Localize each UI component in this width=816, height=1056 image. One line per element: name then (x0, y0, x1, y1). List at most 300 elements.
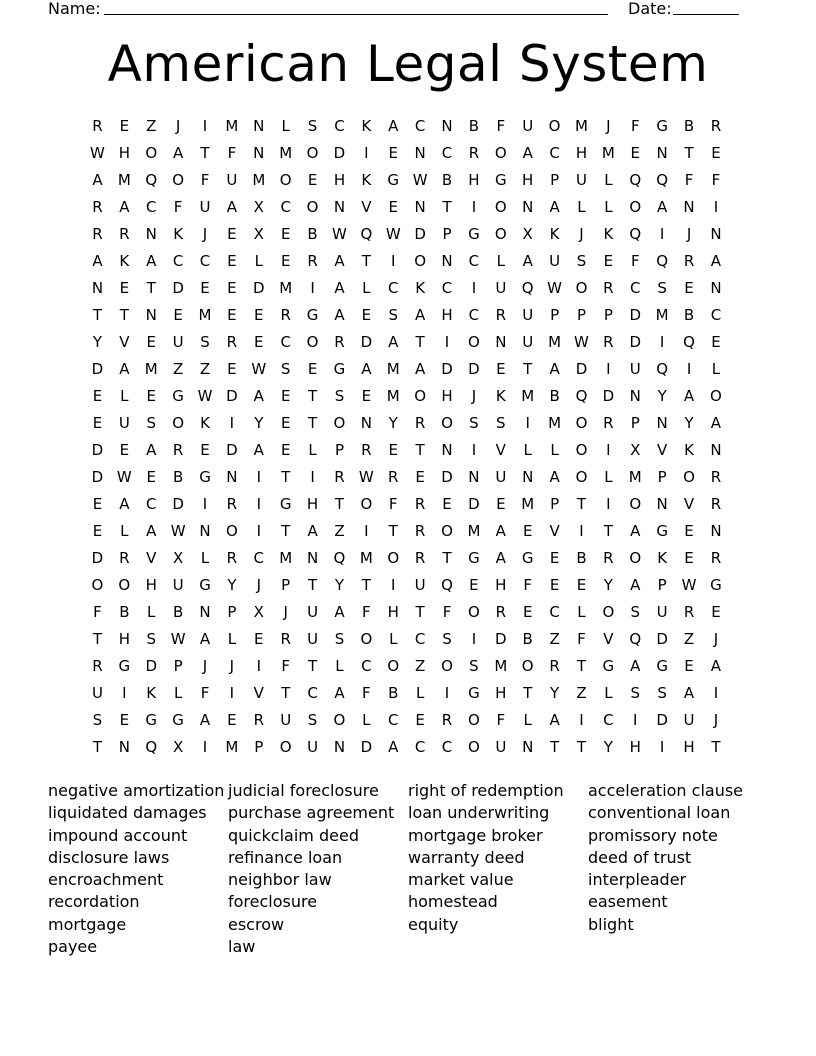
grid-letter: Q (521, 279, 534, 297)
grid-letter: E (549, 549, 560, 567)
grid-letter: E (388, 198, 398, 216)
grid-letter: E (119, 441, 130, 459)
grid-letter: R (92, 198, 103, 216)
word-bank (48, 780, 808, 958)
grid-letter: O (172, 171, 185, 189)
grid-letter: E (227, 279, 237, 297)
grid-letter: L (281, 117, 290, 135)
grid-letter: D (172, 279, 184, 297)
grid-letter: D (333, 144, 346, 162)
grid-letter: W (251, 360, 267, 378)
grid-letter: L (362, 711, 371, 729)
word-bank-item: mortgage (48, 914, 127, 934)
grid-letter: O (602, 603, 615, 621)
grid-letter: O (306, 198, 319, 216)
grid-letter: W (170, 522, 186, 540)
grid-letter: Y (550, 684, 560, 702)
grid-letter: T (388, 522, 398, 540)
grid-letter: I (122, 684, 127, 702)
grid-letter: R (280, 306, 291, 324)
grid-letter: D (172, 495, 184, 513)
grid-letter: N (710, 441, 722, 459)
grid-letter: Z (549, 630, 560, 648)
grid-letter: B (119, 603, 130, 621)
grid-letter: C (361, 657, 372, 675)
grid-letter: T (442, 198, 452, 216)
grid-letter: N (360, 414, 372, 432)
grid-letter: Q (629, 630, 642, 648)
grid-letter: C (145, 495, 157, 513)
word-bank-item: foreclosure (228, 892, 318, 912)
grid-letter: I (310, 279, 315, 297)
grid-letter: A (199, 711, 211, 729)
grid-letter: N (710, 522, 722, 540)
grid-letter: Q (656, 171, 669, 189)
grid-letter: V (603, 630, 614, 648)
grid-letter: E (92, 495, 103, 513)
grid-letter: H (306, 495, 319, 513)
word-bank-item: easement (588, 892, 668, 912)
grid-letter: Q (656, 360, 669, 378)
grid-letter: I (471, 441, 477, 459)
grid-letter: L (415, 684, 425, 702)
grid-letter: C (603, 711, 614, 729)
grid-letter: U (199, 198, 211, 216)
grid-letter: L (389, 630, 398, 648)
grid-letter: B (468, 117, 480, 135)
grid-letter: A (549, 468, 560, 486)
grid-letter: M (548, 333, 562, 351)
grid-letter: J (175, 117, 181, 135)
grid-letter: A (361, 360, 372, 378)
grid-letter: R (495, 306, 507, 324)
grid-letter: U (683, 711, 695, 729)
grid-letter: I (444, 333, 450, 351)
grid-letter: F (496, 711, 506, 729)
grid-letter: O (494, 225, 507, 243)
grid-letter: A (388, 117, 399, 135)
name-label: Name: (48, 0, 101, 18)
grid-letter: K (415, 279, 426, 297)
grid-letter: H (683, 738, 695, 756)
grid-letter: P (550, 171, 560, 189)
grid-letter: N (306, 549, 319, 567)
grid-row (84, 248, 729, 275)
grid-letter: I (202, 738, 208, 756)
grid-letter: R (119, 225, 130, 243)
grid-letter: R (710, 549, 722, 567)
grid-letter: X (253, 198, 264, 216)
word-bank-item: equity (408, 914, 459, 934)
grid-letter: H (495, 684, 507, 702)
grid-letter: I (713, 684, 719, 702)
grid-letter: N (253, 117, 265, 135)
grid-letter: E (92, 414, 103, 432)
grid-letter: E (307, 360, 318, 378)
grid-letter: I (256, 657, 261, 675)
grid-letter: I (471, 279, 477, 297)
grid-letter: A (334, 603, 345, 621)
grid-letter: E (92, 522, 103, 540)
grid-letter: I (202, 495, 208, 513)
grid-letter: E (711, 144, 721, 162)
grid-letter: U (91, 684, 103, 702)
grid-letter: O (414, 387, 427, 405)
grid-letter: R (414, 549, 426, 567)
grid-letter: W (170, 630, 186, 648)
grid-letter: O (441, 522, 453, 540)
grid-letter: X (253, 225, 264, 243)
grid-letter: M (144, 360, 158, 378)
grid-letter: T (281, 522, 291, 540)
grid-letter: H (441, 306, 453, 324)
grid-letter: P (603, 306, 613, 324)
grid-letter: C (280, 333, 291, 351)
grid-letter: T (119, 306, 129, 324)
grid-letter: E (119, 117, 130, 135)
grid-letter: K (119, 252, 130, 270)
grid-letter: I (471, 630, 477, 648)
grid-letter: O (494, 198, 507, 216)
grid-letter: D (495, 630, 507, 648)
grid-letter: G (656, 522, 668, 540)
grid-letter: F (388, 495, 398, 513)
grid-letter: R (683, 252, 695, 270)
grid-letter: X (522, 225, 533, 243)
grid-letter: O (629, 198, 642, 216)
grid-letter: B (683, 306, 695, 324)
grid-letter: I (606, 441, 611, 459)
grid-letter: I (633, 711, 638, 729)
grid-letter: E (684, 657, 694, 675)
grid-letter: S (496, 414, 506, 432)
grid-letter: E (280, 252, 291, 270)
grid-letter: O (468, 711, 480, 729)
grid-letter: T (361, 252, 371, 270)
grid-letter: I (444, 684, 450, 702)
grid-letter: O (629, 549, 642, 567)
grid-letter: W (358, 468, 374, 486)
grid-letter: F (227, 144, 237, 162)
grid-letter: O (225, 522, 238, 540)
grid-letter: R (710, 117, 722, 135)
grid-letter: E (307, 171, 318, 189)
grid-letter: O (333, 711, 346, 729)
grid-letter: A (226, 198, 238, 216)
word-bank-item: judicial foreclosure (228, 781, 379, 800)
word-bank-item: negative amortization (48, 781, 225, 800)
grid-letter: A (630, 657, 641, 675)
grid-letter: H (387, 603, 399, 621)
grid-letter: T (415, 441, 425, 459)
grid-letter: E (254, 306, 264, 324)
grid-letter: K (495, 387, 506, 405)
grid-letter: O (441, 414, 453, 432)
word-bank-item: purchase agreement (228, 803, 395, 823)
grid-letter: M (601, 144, 615, 162)
grid-letter: J (579, 225, 584, 243)
grid-letter: R (253, 711, 264, 729)
grid-letter: D (91, 468, 104, 486)
grid-letter: T (200, 144, 210, 162)
grid-letter: R (226, 549, 238, 567)
grid-letter: G (521, 549, 534, 567)
grid-letter: A (495, 522, 506, 540)
grid-letter: O (575, 279, 588, 297)
grid-letter: S (576, 252, 587, 270)
grid-letter: D (656, 630, 668, 648)
grid-letter: C (414, 630, 426, 648)
grid-letter: M (198, 306, 212, 324)
grid-letter: N (441, 252, 453, 270)
grid-letter: P (334, 441, 344, 459)
word-bank-column (228, 780, 408, 958)
grid-letter: K (684, 441, 694, 459)
page-title: American Legal System (107, 35, 709, 93)
grid-letter: B (522, 630, 533, 648)
grid-row (84, 302, 729, 329)
grid-letter: M (225, 738, 239, 756)
grid-letter: T (92, 738, 103, 756)
grid-letter: S (307, 117, 318, 135)
word-bank-item: quickclaim deed (228, 825, 359, 845)
grid-letter: M (521, 387, 535, 405)
grid-letter: N (253, 144, 265, 162)
grid-letter: D (468, 495, 480, 513)
grid-letter: O (548, 117, 561, 135)
grid-letter: E (522, 522, 533, 540)
grid-letter: E (496, 360, 506, 378)
grid-letter: P (657, 468, 667, 486)
grid-letter: V (253, 684, 264, 702)
grid-letter: F (496, 117, 506, 135)
grid-letter: D (414, 225, 426, 243)
grid-row (84, 113, 729, 140)
grid-letter: R (307, 252, 318, 270)
grid-letter: L (604, 684, 613, 702)
grid-letter: A (146, 441, 157, 459)
grid-letter: M (386, 387, 400, 405)
grid-letter: Q (333, 549, 346, 567)
grid-letter: O (468, 333, 480, 351)
word-bank-item: refinance loan (228, 847, 343, 867)
grid-letter: G (145, 711, 158, 729)
grid-letter: Q (360, 225, 373, 243)
grid-letter: P (173, 657, 183, 675)
grid-letter: T (550, 738, 560, 756)
grid-letter: W (681, 576, 697, 594)
word-bank-item: escrow (228, 914, 285, 934)
name-field[interactable] (104, 14, 608, 15)
grid-letter: A (630, 522, 641, 540)
word-bank-column (408, 780, 588, 958)
grid-letter: N (522, 468, 534, 486)
grid-letter: U (118, 414, 130, 432)
grid-letter: G (333, 360, 346, 378)
grid-letter: A (657, 198, 668, 216)
grid-letter: Q (683, 333, 695, 351)
grid-letter: A (710, 252, 722, 270)
grid-letter: I (364, 522, 369, 540)
grid-letter: M (628, 468, 642, 486)
grid-letter: U (575, 171, 587, 189)
grid-letter: E (684, 279, 694, 297)
grid-letter: E (630, 144, 640, 162)
grid-letter: B (388, 684, 399, 702)
grid-letter: I (606, 360, 611, 378)
grid-letter: S (307, 711, 318, 729)
grid-letter: Z (199, 360, 211, 378)
word-bank-item: blight (588, 914, 634, 934)
grid-letter: B (576, 549, 587, 567)
grid-letter: I (256, 495, 261, 513)
grid-letter: R (495, 603, 507, 621)
grid-letter: T (307, 576, 318, 594)
grid-letter: F (173, 198, 183, 216)
grid-letter: U (629, 360, 641, 378)
grid-letter: T (523, 684, 533, 702)
grid-letter: C (441, 738, 453, 756)
grid-letter: W (90, 144, 105, 162)
grid-letter: M (494, 657, 508, 675)
grid-letter: L (120, 522, 129, 540)
grid-letter: O (333, 414, 346, 432)
grid-letter: C (468, 306, 480, 324)
word-bank-item: neighbor law (228, 870, 332, 890)
grid-letter: X (253, 603, 264, 621)
grid-row (84, 572, 729, 599)
grid-letter: U (522, 306, 534, 324)
grid-row (84, 194, 729, 221)
grid-letter: M (548, 414, 562, 432)
grid-letter: Y (92, 333, 103, 351)
grid-letter: B (441, 171, 453, 189)
grid-letter: N (522, 198, 534, 216)
word-bank-item: promissory note (588, 825, 718, 845)
grid-letter: Y (334, 576, 345, 594)
grid-letter: C (441, 279, 453, 297)
grid-letter: D (656, 711, 668, 729)
grid-letter: J (471, 387, 477, 405)
grid-letter: A (549, 711, 560, 729)
grid-letter: N (441, 441, 453, 459)
grid-letter: E (254, 333, 264, 351)
grid-letter: O (575, 414, 588, 432)
grid-letter: C (388, 279, 399, 297)
grid-letter: G (494, 171, 507, 189)
grid-letter: A (683, 684, 695, 702)
grid-letter: X (172, 549, 184, 567)
grid-letter: A (146, 252, 157, 270)
grid-letter: A (334, 252, 345, 270)
grid-letter: E (227, 360, 237, 378)
grid-letter: K (200, 414, 210, 432)
grid-letter: H (629, 738, 641, 756)
word-bank-item: impound account (48, 825, 188, 845)
grid-letter: R (603, 279, 614, 297)
grid-letter: I (256, 468, 261, 486)
grid-letter: E (280, 387, 291, 405)
grid-letter: R (388, 468, 399, 486)
grid-letter: I (391, 252, 396, 270)
grid-letter: S (146, 414, 156, 432)
grid-letter: A (119, 360, 130, 378)
grid-letter: O (468, 603, 480, 621)
grid-letter: E (146, 333, 156, 351)
grid-letter: F (200, 684, 210, 702)
grid-letter: T (576, 738, 587, 756)
date-field[interactable] (673, 14, 739, 15)
grid-letter: G (710, 576, 722, 594)
grid-letter: N (333, 198, 346, 216)
grid-letter: R (226, 495, 238, 513)
grid-letter: P (442, 225, 452, 243)
grid-letter: N (656, 144, 668, 162)
grid-letter: F (577, 630, 586, 648)
grid-letter: T (307, 387, 318, 405)
grid-letter: R (710, 495, 722, 513)
grid-row (84, 140, 729, 167)
word-bank-column (48, 780, 228, 958)
grid-letter: H (333, 171, 346, 189)
grid-letter: W (547, 279, 562, 297)
grid-letter: E (361, 306, 372, 324)
grid-letter: E (173, 306, 183, 324)
grid-letter: A (415, 360, 426, 378)
grid-letter: O (118, 576, 131, 594)
grid-letter: G (468, 684, 480, 702)
grid-letter: J (229, 657, 235, 675)
grid-letter: E (684, 522, 694, 540)
grid-letter: N (495, 333, 507, 351)
grid-letter: N (145, 225, 157, 243)
grid-letter: X (172, 738, 184, 756)
grid-letter: P (254, 738, 264, 756)
grid-letter: U (307, 603, 319, 621)
grid-letter: D (145, 657, 157, 675)
grid-row (84, 653, 729, 680)
grid-letter: C (468, 252, 480, 270)
grid-letter: A (522, 252, 533, 270)
grid-letter: E (200, 279, 210, 297)
grid-letter: U (280, 711, 292, 729)
grid-letter: L (523, 711, 532, 729)
grid-letter: R (280, 630, 291, 648)
grid-letter: D (253, 279, 265, 297)
grid-letter: G (199, 576, 211, 594)
grid-letter: O (360, 630, 373, 648)
grid-letter: O (91, 576, 104, 594)
grid-letter: O (441, 657, 453, 675)
grid-letter: G (656, 657, 668, 675)
grid-letter: U (226, 171, 238, 189)
grid-letter: M (225, 117, 239, 135)
grid-letter: I (579, 711, 584, 729)
grid-letter: E (119, 711, 130, 729)
grid-letter: A (495, 549, 506, 567)
grid-letter: A (334, 306, 345, 324)
grid-letter: P (657, 576, 667, 594)
grid-letter: O (629, 495, 642, 513)
grid-letter: M (467, 522, 481, 540)
grid-letter: I (606, 495, 611, 513)
grid-letter: U (495, 738, 507, 756)
grid-letter: E (227, 225, 237, 243)
grid-letter: A (334, 279, 345, 297)
grid-letter: Z (414, 657, 426, 675)
grid-letter: M (359, 549, 373, 567)
word-bank-item: warranty deed (408, 847, 525, 867)
